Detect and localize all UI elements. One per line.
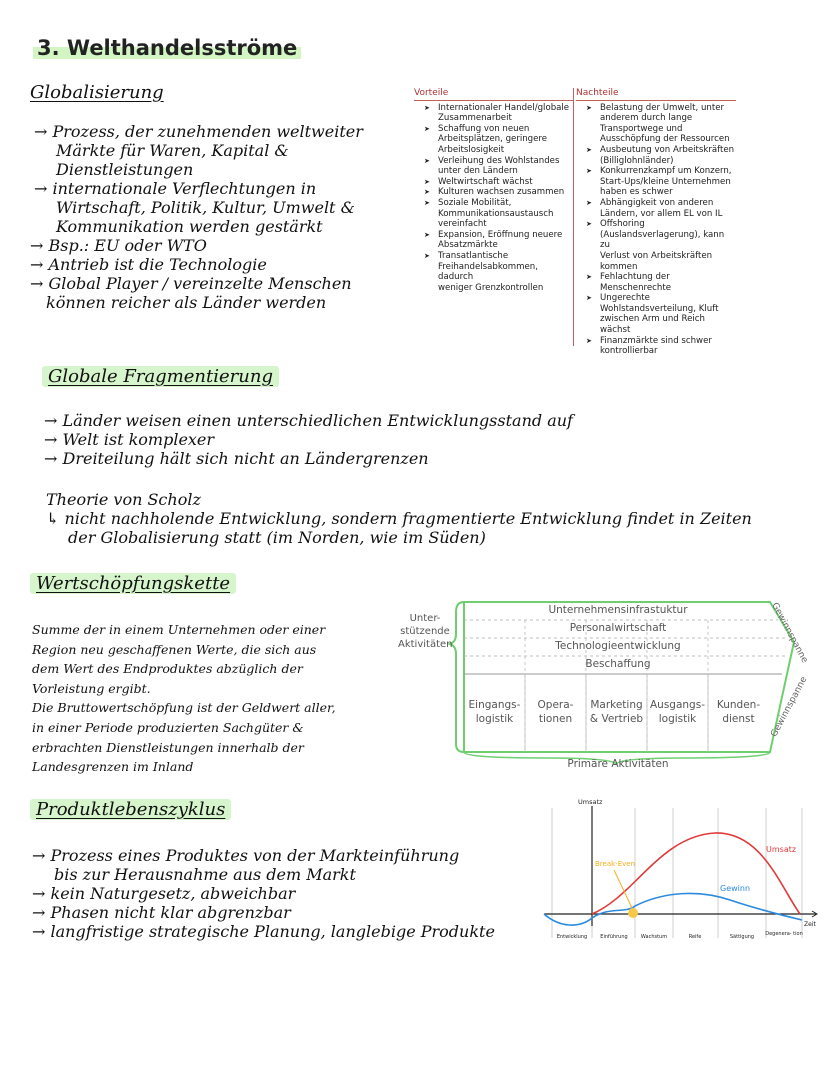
primary-activities-label: Primäre Aktivitäten <box>567 758 669 770</box>
primary-activity: Kunden- dienst <box>716 699 761 725</box>
globalisierung-heading: Globalisierung <box>30 82 164 103</box>
nachteil-item: ➤ Abhängigkeit von anderen Ländern, vor allem EL von IL <box>576 198 736 219</box>
note-line: → Prozess eines Produktes von der Markteinführung <box>32 846 460 865</box>
fragmentierung-notes <box>44 411 573 468</box>
note-line: Dienstleistungen <box>56 160 194 179</box>
phase-label: Wachstum <box>640 934 668 940</box>
primary-activity: Ausgangs- logistik <box>650 699 705 725</box>
phase-label: Reife <box>688 934 702 940</box>
note-line: in einer Periode produzierten Sachgüter & <box>32 719 304 735</box>
note-line: → Phasen nicht klar abgrenzbar <box>32 903 291 922</box>
produkt-heading: Produktlebenszyklus <box>30 799 231 820</box>
vorteil-item: ➤ Transatlantische Freihandelsabkommen, dadurch weniger Grenzkontrollen <box>414 251 574 293</box>
globalisierung-notes <box>30 122 363 312</box>
nachteil-item: ➤ Offshoring (Auslandsverlagerung), kann zu Verlust von Arbeitskräften kommen <box>576 219 736 272</box>
gewinn-label: Gewinn <box>720 884 751 893</box>
note-line: Wirtschaft, Politik, Kultur, Umwelt & <box>56 198 355 217</box>
nachteil-item: ➤ Fehlachtung der Menschenrechte <box>576 272 736 293</box>
nachteile-column <box>576 88 736 357</box>
primary-activity: Eingangs- logistik <box>468 699 521 725</box>
note-line: Kommunikation werden gestärkt <box>56 217 323 236</box>
note-line: Landesgrenzen im Inland <box>32 759 194 775</box>
nachteil-item: ➤ Finanzmärkte sind schwer kontrollierbar <box>576 336 736 357</box>
page-title: 3. Welthandelsströme <box>33 36 301 60</box>
support-activity: Unternehmensinfrastuktur <box>548 604 688 616</box>
break-even-pointer <box>614 870 632 908</box>
vorteile-column <box>414 88 574 293</box>
note-line: erbrachten Dienstleistungen innerhalb der <box>32 739 304 755</box>
lifecycle-chart <box>540 796 822 948</box>
vorteil-item: ➤ Kulturen wachsen zusammen <box>414 187 574 198</box>
vorteile-header: Vorteile <box>414 88 574 101</box>
phase-label: Entwicklung <box>556 934 588 940</box>
note-line: → Welt ist komplexer <box>44 430 215 449</box>
break-even-label: Break-Even <box>595 860 636 868</box>
note-line: → internationale Verflechtungen in <box>34 179 317 198</box>
support-activity: Personalwirtschaft <box>569 622 667 634</box>
theory-block <box>46 490 752 547</box>
note-line: Vorleistung ergibt. <box>32 680 151 696</box>
phase-label: Sättigung <box>729 934 755 940</box>
produkt-notes <box>32 846 495 941</box>
wertschoepfung-notes <box>32 620 336 777</box>
note-line: Summe der in einem Unternehmen oder einer <box>32 622 326 637</box>
wertschoepfung-heading: Wertschöpfungskette <box>30 573 236 594</box>
note-line: können reicher als Länder werden <box>46 293 327 312</box>
nachteil-item: ➤ Ungerechte Wohlstandsverteilung, Kluft zwischen Arm und Reich wächst <box>576 293 736 335</box>
table-divider <box>573 88 574 346</box>
vorteil-item: ➤ Weltwirtschaft wächst <box>414 177 574 188</box>
note-line: → Global Player / vereinzelte Menschen <box>30 274 352 293</box>
support-activities-label: Unter- stützende Aktivitäten <box>398 613 453 650</box>
phase-label: Degenera- tion <box>765 931 803 937</box>
primary-activity: Marketing & Vertrieb <box>589 699 644 725</box>
note-line: Die Bruttowertschöpfung ist der Geldwert aller, <box>32 700 336 716</box>
note-line: bis zur Herausnahme aus dem Markt <box>54 865 356 884</box>
umsatz-label: Umsatz <box>766 845 797 854</box>
x-axis-label: Zeit <box>804 921 816 928</box>
phase-label: Einführung <box>600 934 628 940</box>
nachteil-item: ➤ Konkurrenzkampf um Konzern, Start-Ups/kleine Unternehmen haben es schwer <box>576 166 736 198</box>
vorteil-item: ➤ Schaffung von neuen Arbeitsplätzen, geringere Arbeitslosigkeit <box>414 124 574 156</box>
note-line: dem Wert des Endproduktes abzüglich der <box>32 661 303 677</box>
value-chain-diagram <box>398 598 818 773</box>
vorteil-item: ➤ Expansion, Eröffnung neuere Absatzmärkte <box>414 230 574 251</box>
note-line: → Prozess, der zunehmenden weltweiter <box>34 122 363 141</box>
vorteil-item: ➤ Soziale Mobilität, Kommunikationsaustausch vereinfacht <box>414 198 574 230</box>
margin-label-bottom: Gewinnspanne <box>769 675 810 739</box>
vorteil-item: ➤ Verleihung des Wohlstandes unter den Ländern <box>414 156 574 177</box>
nachteil-item: ➤ Ausbeutung von Arbeitskräften (Billiglohnländer) <box>576 145 736 166</box>
fragmentierung-heading: Globale Fragmentierung <box>42 366 279 387</box>
note-line: Märkte für Waren, Kapital & <box>56 141 289 160</box>
margin-label-top: Gewinnspanne <box>769 601 810 665</box>
note-line: → langfristige strategische Planung, langlebige Produkte <box>32 922 495 941</box>
note-line: → Bsp.: EU oder WTO <box>30 236 207 255</box>
break-even-point <box>628 908 638 918</box>
theory-line: der Globalisierung statt (im Norden, wie im Süden) <box>68 528 486 547</box>
note-line: → Antrieb ist die Technologie <box>30 255 267 274</box>
primary-activity: Opera- tionen <box>537 699 574 725</box>
note-line: → Länder weisen einen unterschiedlichen Entwicklungsstand auf <box>44 411 573 430</box>
theory-line: ↳ nicht nachholende Entwicklung, sondern fragmentierte Entwicklung findet in Zeiten <box>46 509 752 528</box>
note-line: → kein Naturgesetz, abweichbar <box>32 884 296 903</box>
nachteil-item: ➤ Belastung der Umwelt, unter anderem durch lange Transportwege und Ausschöpfung der Ressourcen <box>576 103 736 145</box>
vorteil-item: ➤ Internationaler Handel/globale Zusammenarbeit <box>414 103 574 124</box>
support-activity: Beschaffung <box>585 658 651 670</box>
nachteile-header: Nachteile <box>576 88 736 101</box>
theory-title: Theorie von Scholz <box>46 490 201 509</box>
support-activity: Technologieentwicklung <box>555 640 681 652</box>
note-line: → Dreiteilung hält sich nicht an Ländergrenzen <box>44 449 429 468</box>
note-line: Region neu geschaffenen Werte, die sich aus <box>32 641 317 657</box>
y-axis-label: Umsatz <box>578 798 603 806</box>
